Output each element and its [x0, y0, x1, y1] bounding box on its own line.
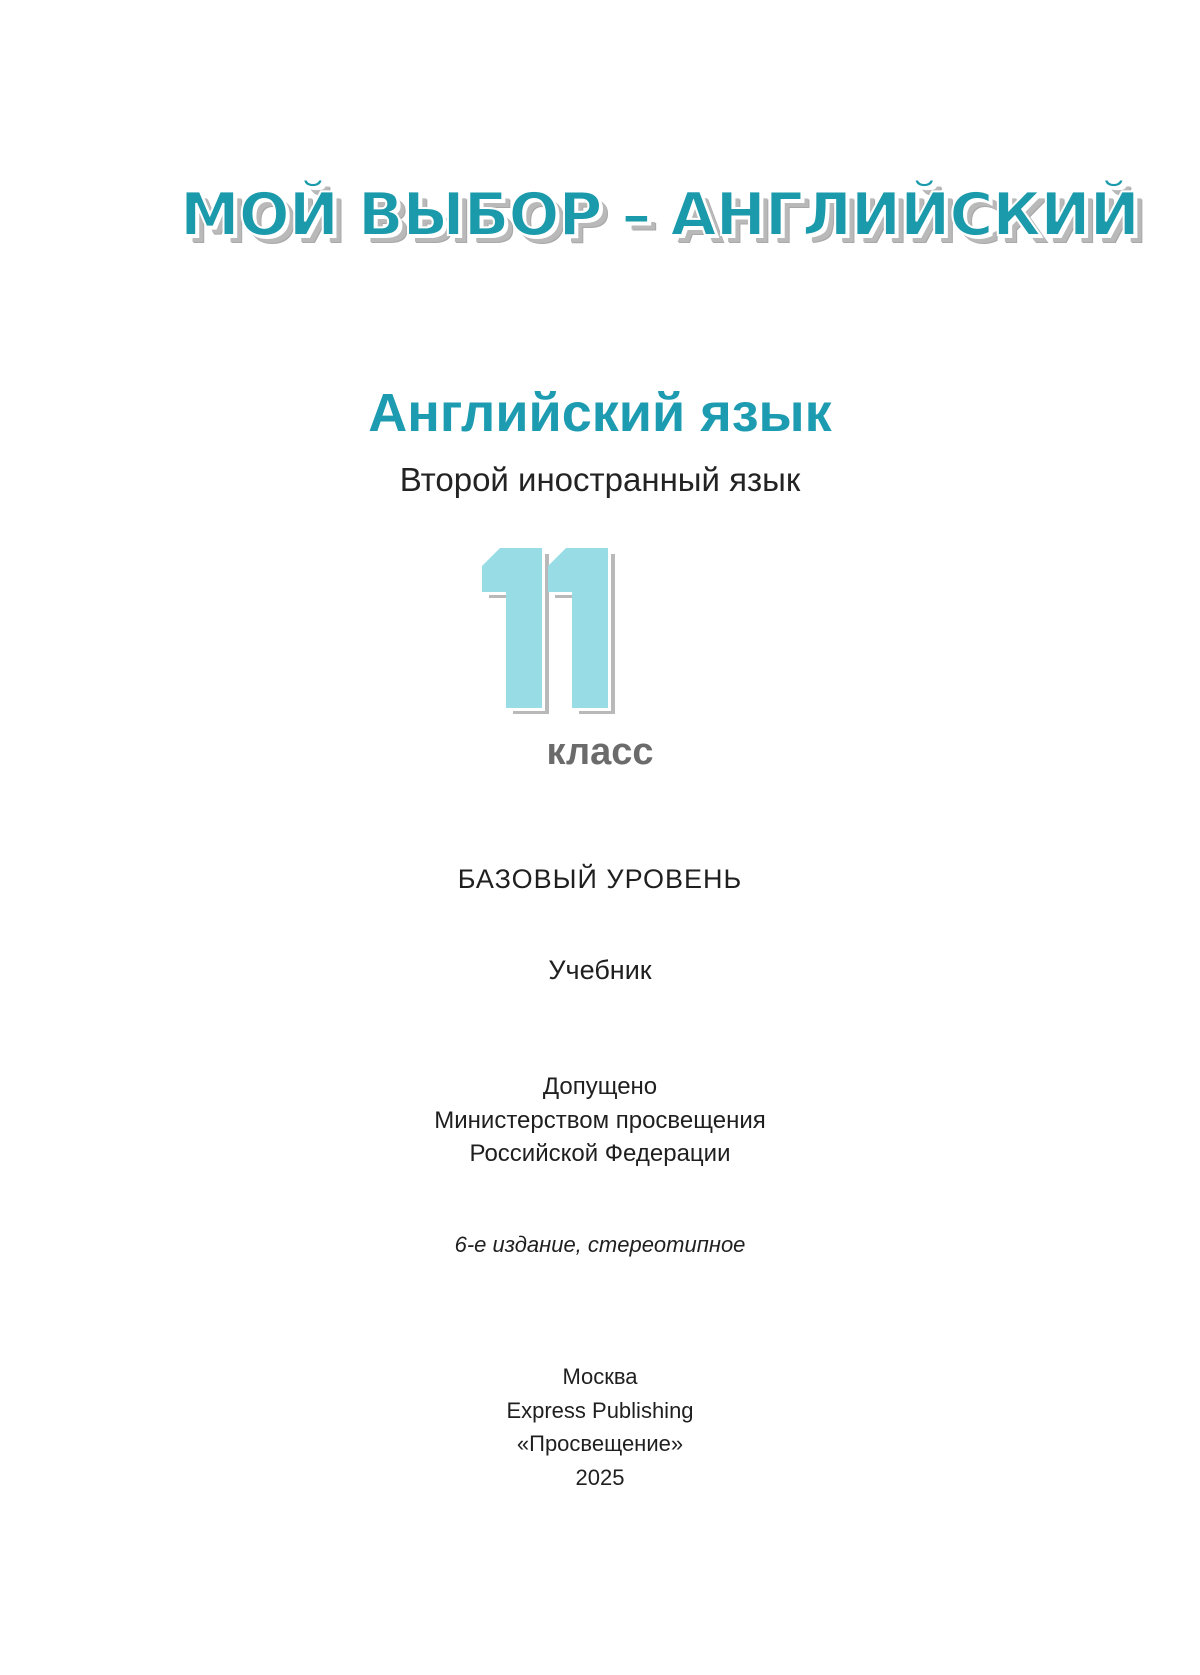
grade-digit-1	[482, 548, 542, 708]
approval-line: Министерством просвещения	[434, 1106, 766, 1134]
imprint-publisher: «Просвещение»	[516, 1431, 684, 1456]
imprint-city: Москва	[562, 1364, 638, 1389]
education-level: БАЗОВЫЙ УРОВЕНЬ	[457, 864, 743, 894]
series-logo: МОЙ ВЫБОР – АНГЛИЙСКИЙ	[180, 180, 1139, 250]
edition-note: 6-е издание, стереотипное	[454, 1232, 746, 1257]
imprint-publisher: Express Publishing	[506, 1397, 694, 1423]
grade-label: класс	[546, 731, 654, 773]
imprint-year: 2025	[575, 1464, 625, 1490]
grade-number	[470, 548, 710, 718]
grade-number-graphic	[470, 548, 710, 718]
approval-notice	[0, 1070, 1200, 1171]
book-subtitle: Второй иностранный язык	[399, 461, 801, 498]
approval-line: Российской Федерации	[469, 1140, 731, 1167]
book-title: Английский язык	[368, 383, 832, 443]
grade-number-text: 11	[590, 648, 592, 649]
approval-line: Допущено	[542, 1073, 658, 1100]
book-type: Учебник	[548, 955, 652, 985]
grade-digit-2	[548, 548, 608, 708]
imprint	[0, 1360, 1200, 1494]
